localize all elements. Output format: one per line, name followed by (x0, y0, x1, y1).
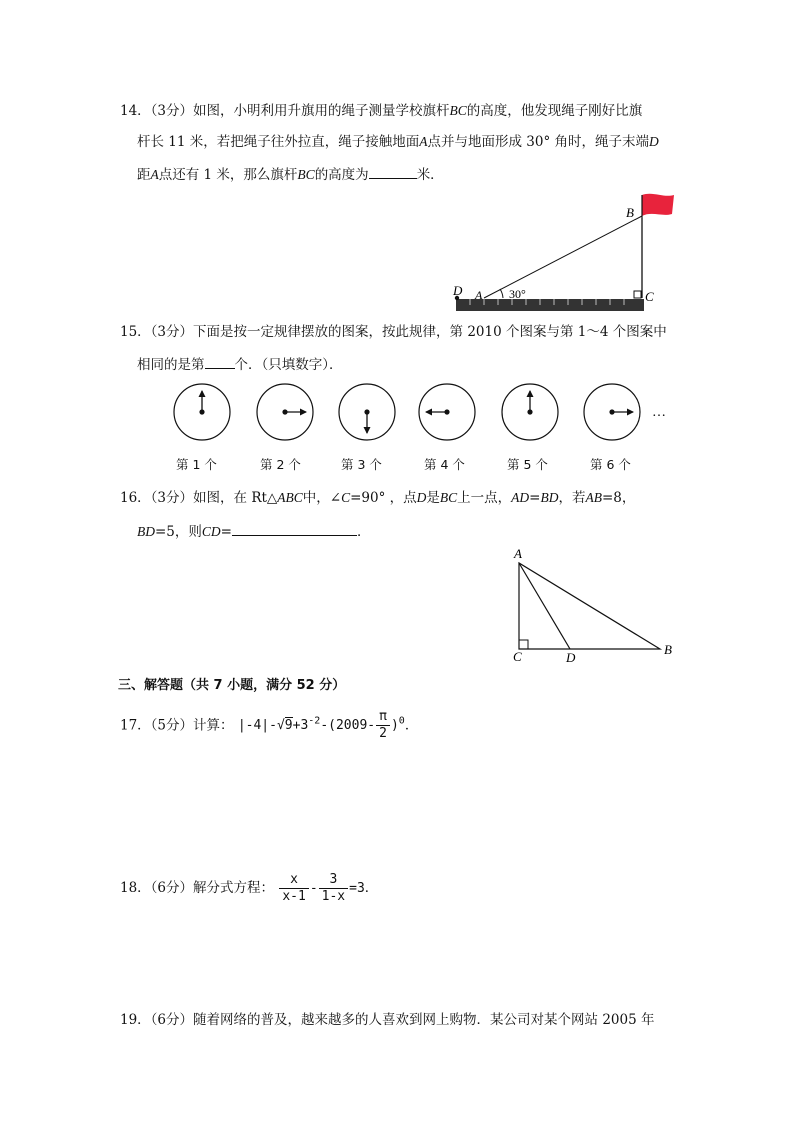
q14-var: A (150, 167, 159, 182)
fraction-denominator: x-1 (282, 889, 306, 904)
fraction-numerator: 3 (319, 872, 348, 889)
fraction-numerator: x (279, 872, 308, 889)
q16-text: = (529, 490, 541, 506)
label-d: D (566, 650, 576, 665)
pattern-item-2 (257, 384, 313, 440)
q17-line (120, 706, 418, 742)
pattern-center-dot (609, 409, 614, 414)
q16-var: ABC (277, 490, 303, 505)
label-c: C (645, 289, 654, 304)
q14-number: 14．（3分） (120, 103, 194, 119)
q16-var: AB (585, 490, 602, 505)
q15-line-1 (120, 324, 667, 340)
q16-line-1 (120, 490, 635, 506)
q16-var: BD (137, 524, 155, 539)
q17-term: -(2009- (320, 718, 376, 734)
flag (642, 194, 674, 216)
right-angle-mark (634, 291, 641, 298)
pattern-item-1 (174, 384, 230, 440)
q17-term: +3 (292, 718, 309, 734)
q14-var: BC (297, 167, 315, 182)
q14-text: 的高度为 (314, 167, 369, 183)
q19-text: 随着网络的普及，越来越多的人喜欢到网上购物．某公司对某个网站 2005 年 (193, 1012, 655, 1028)
angle-arc (500, 289, 503, 298)
label-c: C (513, 649, 522, 664)
q14-text: 距 (137, 167, 151, 183)
q16-triangle-figure (505, 545, 685, 665)
q17-abs-term: |-4| (237, 718, 270, 734)
q15-pattern-figure (160, 378, 690, 448)
pattern-center-dot (364, 409, 369, 414)
q16-text: = (220, 524, 232, 540)
q18-line (120, 872, 378, 905)
fraction-denominator: 2 (379, 726, 387, 742)
q17-exponent: -2 (308, 716, 321, 727)
q18-fraction-1 (279, 872, 308, 905)
q17-exponent: 0 (398, 716, 405, 727)
q16-text: =90° ，点 (350, 490, 417, 506)
q17-text: ． (404, 717, 419, 734)
fraction-denominator: 1-x (321, 889, 346, 904)
q16-line-2 (137, 522, 370, 540)
q15-line-2 (137, 355, 343, 373)
q15-text: 个．（只填数字）． (234, 357, 343, 373)
triangle-abc (519, 563, 660, 649)
q14-line-3 (137, 165, 444, 183)
fraction-numerator: π (376, 709, 390, 726)
q16-var: AD (511, 490, 530, 505)
q14-answer-blank[interactable] (369, 165, 417, 179)
q18-term: =3 (349, 881, 365, 896)
q17-fraction (376, 709, 390, 742)
q14-text: 如图，小明利用升旗用的绳子测量学校旗杆 (193, 103, 450, 119)
q19-line (120, 1012, 654, 1028)
q15-text: 相同的是第 (137, 357, 205, 373)
q16-text: ，若 (558, 490, 586, 506)
q14-text: 点还有 1 米，那么旗杆 (158, 167, 298, 183)
q16-var: BC (439, 490, 458, 505)
q14-var: A (419, 134, 428, 149)
q16-var: CD (201, 524, 221, 539)
q17-expression (237, 709, 405, 742)
q18-number: 18．（6分） (120, 880, 194, 896)
q16-var: C (341, 490, 351, 505)
pattern-item-6 (584, 384, 640, 440)
pattern-caption-4: 第 4 个 (424, 457, 465, 472)
q14-flagpole-figure (448, 188, 688, 318)
sqrt-symbol: √ (276, 718, 285, 734)
label-b: B (664, 642, 672, 657)
q17-text: 计算： (193, 717, 234, 734)
pattern-caption-3: 第 3 个 (341, 457, 382, 472)
q14-var: BC (449, 103, 467, 118)
pattern-item-3 (339, 384, 395, 440)
q14-var: D (649, 134, 659, 149)
q16-text: =8， (601, 490, 636, 506)
q16-text: =5，则 (155, 524, 202, 540)
pattern-item-4 (419, 384, 475, 440)
q17-number: 17．（5分） (120, 717, 194, 734)
q18-op: - (309, 881, 318, 896)
q16-text: 中，∠ (302, 490, 342, 506)
pattern-item-5 (502, 384, 558, 440)
right-angle-mark (519, 640, 528, 649)
segment-ad (519, 563, 570, 649)
pattern-caption-2: 第 2 个 (260, 457, 301, 472)
q18-text: ． (364, 880, 379, 896)
q14-text: 米． (416, 167, 444, 183)
pattern-center-dot (282, 409, 287, 414)
q15-text: 下面是按一定规律摆放的图案，按此规律，第 2010 个图案与第 1～4 个图案中 (193, 324, 667, 340)
pattern-caption-5: 第 5 个 (507, 457, 548, 472)
q14-line-2 (137, 134, 659, 150)
pattern-center-dot (444, 409, 449, 414)
label-d: D (453, 283, 463, 298)
label-a: A (475, 288, 483, 302)
q16-text: 上一点， (457, 490, 512, 506)
q16-text: ． (356, 524, 371, 540)
q15-answer-blank[interactable] (205, 355, 235, 369)
q18-equation (278, 872, 365, 904)
section-3-heading: 三、解答题（共 7 小题，满分 52 分） (118, 678, 346, 693)
label-a: A (514, 546, 522, 561)
pattern-caption-6: 第 6 个 (590, 457, 631, 472)
q16-number: 16．（3分） (120, 490, 194, 506)
angle-label: 30° (509, 287, 526, 301)
q15-number: 15．（3分） (120, 324, 194, 340)
q14-text: 的高度，他发现绳子刚好比旗 (466, 103, 643, 119)
q17-radicand: 9 (284, 718, 293, 734)
q16-answer-blank[interactable] (232, 522, 357, 536)
q17-term: ) (390, 718, 399, 734)
label-b: B (626, 205, 634, 220)
q16-text: 如图，在 Rt△ (193, 490, 278, 506)
rope (484, 216, 642, 298)
q14-text: 点并与地面形成 30° 角时，绳子末端 (427, 134, 650, 150)
q14-text: 杆长 11 米，若把绳子往外拉直，绳子接触地面 (137, 134, 420, 150)
pattern-center-dot (527, 409, 532, 414)
q16-var: BD (540, 490, 559, 505)
q18-text: 解分式方程： (193, 880, 275, 896)
q16-var: D (416, 490, 427, 505)
pattern-caption-1: 第 1 个 (176, 457, 217, 472)
q17-op: - (269, 718, 277, 734)
pattern-center-dot (199, 409, 204, 414)
q16-text: 是 (426, 490, 440, 506)
q14-line-1 (120, 103, 642, 119)
q18-fraction-2 (319, 872, 348, 905)
pattern-ellipsis: … (652, 405, 666, 420)
q19-number: 19．（6分） (120, 1012, 194, 1028)
